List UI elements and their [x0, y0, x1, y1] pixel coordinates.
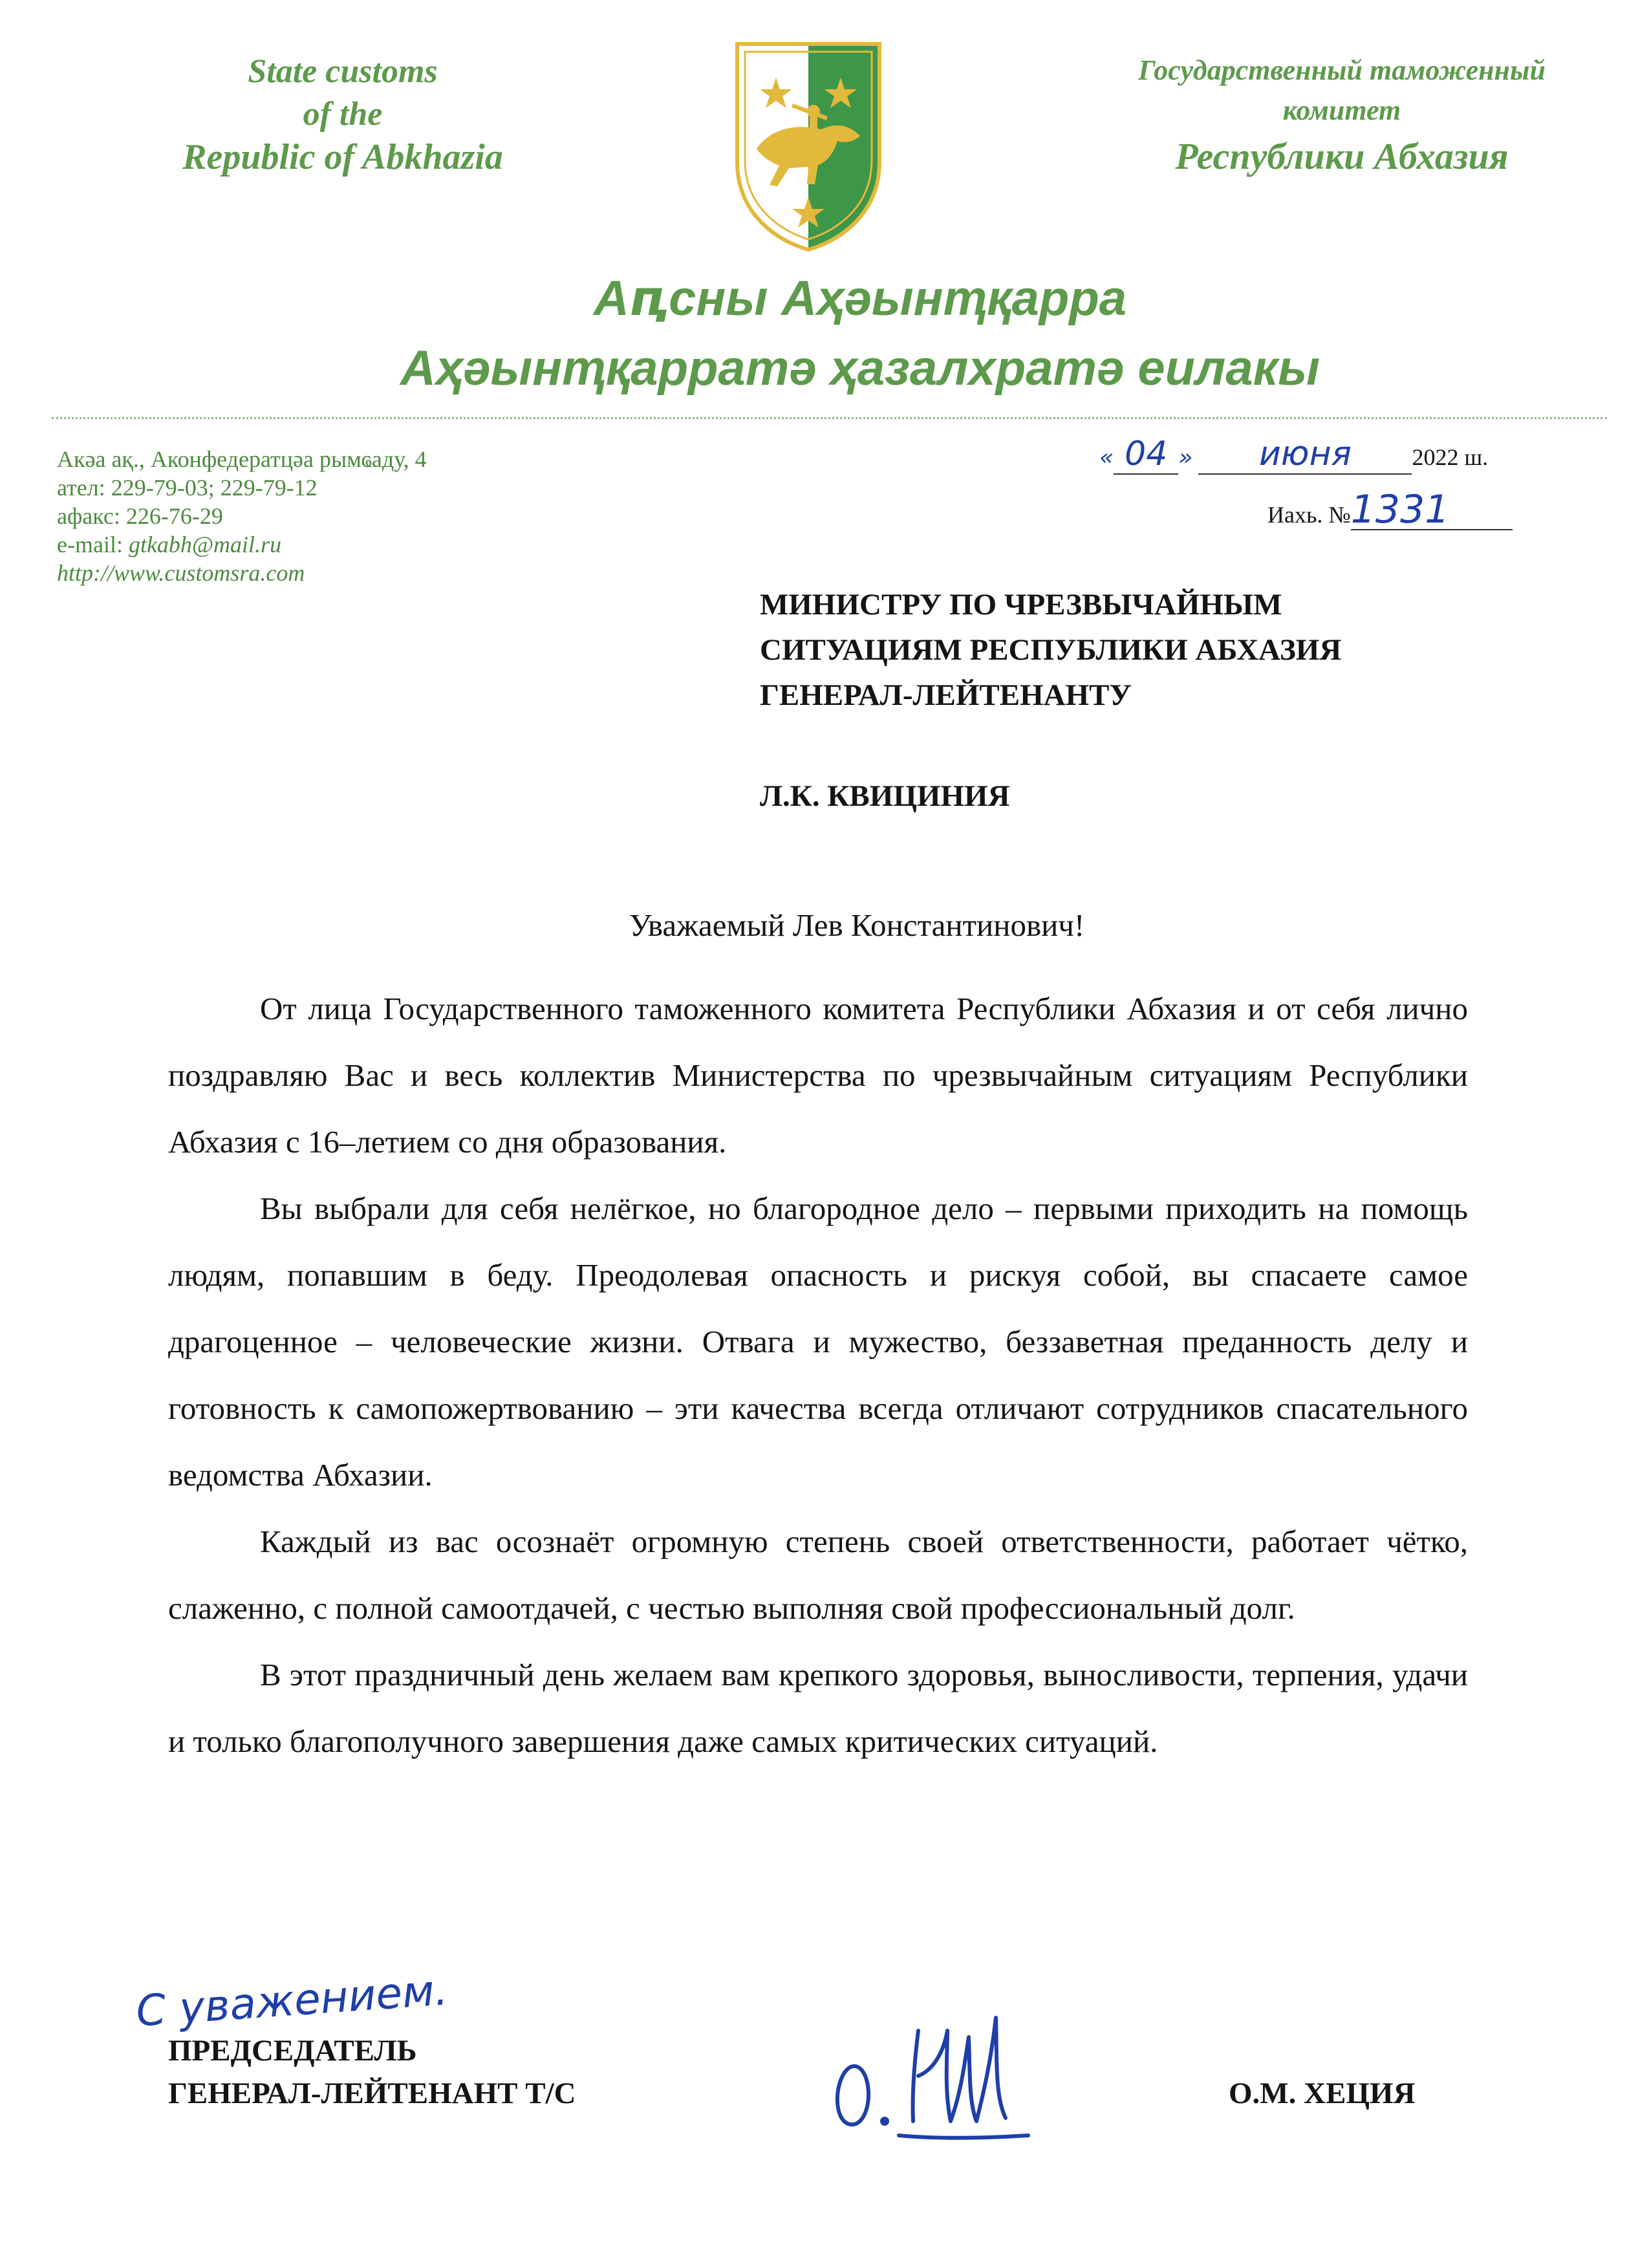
contact-fax: афакс: 226-76-29 — [57, 503, 223, 529]
contact-email-row — [57, 530, 639, 559]
header-abkhaz-line-1: Аԥсны Аҳәынҭқарра — [593, 271, 1127, 326]
header-russian-line-1: Государственный таможенный — [1138, 54, 1546, 86]
header-english-line-3: Republic of Abkhazia — [182, 137, 503, 177]
header-english-line-2: of the — [303, 96, 383, 133]
outgoing-number-value: 1331 — [1351, 490, 1513, 530]
addressee-line-1: МИНИСТРУ ПО ЧРЕЗВЫЧАЙНЫМ — [760, 588, 1282, 621]
header-abkhaz — [362, 264, 1358, 404]
outgoing-number — [1267, 487, 1552, 534]
date-month: июня — [1198, 435, 1412, 475]
letter-body — [168, 975, 1468, 1775]
body-paragraph-2: Вы выбрали для себя нелёгкое, но благородное дело – первыми приходить на помощь людям, попавшим в беду. Преодолевая опасность и рискуя собой, вы спасаете самое драгоценное – человеческие жизни. Отвага и мужество, беззаветная преданность делу и готовность к самопожертвованию – эти качества всегда отличают сотрудников спасательного ведомства Абхазии. — [168, 1191, 1468, 1493]
addressee-line-3: ГЕНЕРАЛ-ЛЕЙТЕНАНТУ — [760, 678, 1132, 712]
body-paragraph-1: От лица Государственного таможенного комитета Республики Абхазия и от себя лично поздравляю Вас и весь коллектив Министерства по чрезвычайным ситуациям Республики Абхазия с 16–летием со дня образования. — [168, 991, 1468, 1160]
letter-greeting: Уважаемый Лев Константинович! — [629, 907, 1085, 943]
addressee-line-2: СИТУАЦИЯМ РЕСПУБЛИКИ АБХАЗИЯ — [760, 633, 1342, 667]
contact-email: gtkabh@mail.ru — [128, 532, 282, 557]
contact-email-label: e-mail: — [57, 532, 129, 557]
signatory-title — [168, 2029, 576, 2115]
outgoing-label: Иахь. № — [1267, 502, 1351, 528]
header-russian-line-3: Республики Абхазия — [1175, 135, 1509, 177]
signatory-title-line-2: ГЕНЕРАЛ-ЛЕЙТЕНАНТ Т/С — [168, 2077, 576, 2110]
header-abkhaz-line-2: Аҳәынҭқарратә ҳазалхратә еилакы — [400, 341, 1320, 396]
signatory-title-line-1: ПРЕДСЕДАТЕЛЬ — [168, 2034, 417, 2068]
header-divider — [52, 417, 1607, 419]
addressee-name: Л.К. КВИЦИНИЯ — [760, 779, 1010, 813]
date-close-quote: » — [1178, 444, 1193, 471]
addressee-block — [760, 582, 1600, 718]
contact-block — [57, 445, 639, 587]
contact-website: http://www.customsra.com — [57, 560, 305, 586]
handwritten-closing: С уважением. — [134, 1965, 450, 2036]
date-open-quote: « — [1099, 444, 1114, 471]
header-english-line-1: State customs — [248, 53, 438, 90]
letter-date — [1099, 435, 1539, 477]
header-russian — [1093, 50, 1591, 182]
body-paragraph-3: Каждый из вас осознаёт огромную степень своей ответственности, работает чётко, слаженно, с полной самоотдачей, с честью выполняя свой профессиональный долг. — [168, 1524, 1468, 1626]
coat-of-arms-emblem — [731, 39, 886, 252]
contact-address: Акәа ақ., Аконфедератцәа рымҩаду, 4 — [57, 446, 427, 472]
contact-phone: ател: 229-79-03; 229-79-12 — [57, 475, 318, 501]
date-day: 04 — [1114, 435, 1178, 475]
header-english — [162, 50, 524, 178]
body-paragraph-4: В этот праздничный день желаем вам крепкого здоровья, выносливости, терпения, удачи и только благополучного завершения даже самых критических ситуаций. — [168, 1657, 1468, 1759]
date-year: 2022 ш. — [1412, 444, 1489, 470]
header-russian-line-2: комитет — [1282, 94, 1401, 126]
signatory-name: О.М. ХЕЦИЯ — [1229, 2077, 1416, 2110]
handwritten-signature — [821, 1992, 1041, 2147]
